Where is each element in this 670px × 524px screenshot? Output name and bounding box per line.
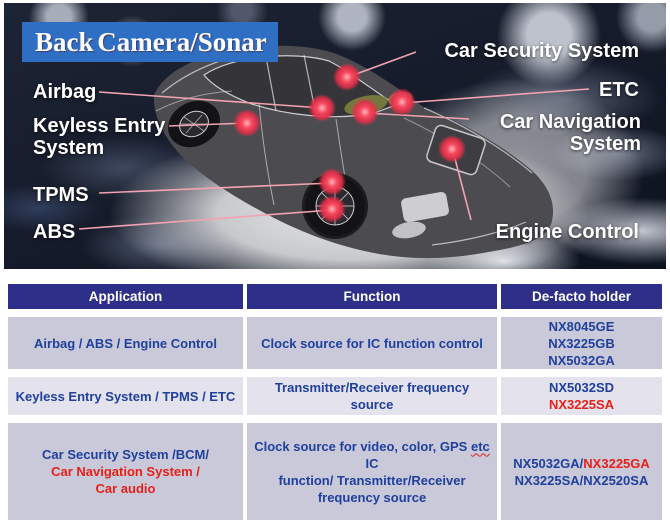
sensor-dot-airbag	[308, 94, 336, 122]
header-function: Function	[247, 284, 497, 309]
part-number: NX5032SD	[548, 380, 615, 395]
part-number-line2: NX3225SA/NX2520SA	[514, 472, 649, 488]
function-text: Transmitter/Receiver frequency source	[274, 380, 470, 412]
table-header-row	[8, 284, 662, 309]
application-cell	[8, 317, 243, 369]
function-text: IC	[365, 455, 379, 471]
label-airbag: Airbag	[33, 81, 97, 103]
part-number: NX3225GA	[583, 455, 650, 471]
function-cell	[247, 377, 497, 415]
holder-cell	[501, 423, 662, 520]
application-cell	[8, 423, 243, 520]
part-number: NX3225GB	[548, 335, 615, 351]
table-row-security-nav-audio	[8, 423, 662, 520]
sensor-dot-engine-control	[438, 135, 466, 163]
label-tpms: TPMS	[33, 184, 89, 206]
function-text-etc: etc	[470, 438, 490, 454]
label-etc: ETC	[599, 79, 639, 101]
car-photo-panel	[4, 3, 666, 269]
function-text-line2: function/ Transmitter/Receiver	[278, 472, 466, 488]
label-keyless-line1: Keyless Entry	[33, 115, 166, 137]
function-text-line1	[253, 438, 491, 472]
header-application: Application	[8, 284, 243, 309]
part-number: NX8045GE	[548, 318, 615, 334]
label-car-nav-line2: System	[569, 133, 641, 155]
label-keyless-entry-system	[33, 115, 165, 159]
function-text-line3: frequency source	[317, 489, 427, 505]
label-keyless-line2: System	[33, 137, 105, 159]
application-cell	[8, 377, 243, 415]
label-abs: ABS	[33, 221, 76, 243]
sensor-dot-etc	[388, 88, 416, 116]
table-row-airbag-abs-engine	[8, 317, 662, 369]
part-number: NX5032GA	[548, 352, 615, 368]
application-table	[8, 284, 662, 524]
application-text: Car Navigation System /	[51, 464, 200, 479]
back-camera-sonar-banner	[22, 22, 278, 62]
application-text: Keyless Entry System / TPMS / ETC	[15, 388, 236, 404]
holder-cell	[501, 317, 662, 369]
part-number: NX5032GA/	[513, 455, 584, 471]
label-car-navigation-system	[500, 111, 641, 155]
function-cell	[247, 317, 497, 369]
function-text: Clock source for video, color, GPS	[254, 438, 471, 454]
header-de-facto-holder: De-facto holder	[501, 284, 662, 309]
holder-cell	[501, 377, 662, 415]
application-text: Car Security System /BCM/	[42, 447, 209, 462]
function-text: Clock source for IC function control	[261, 335, 483, 351]
sensor-dot-back-camera	[333, 63, 361, 91]
label-car-nav-line1: Car Navigation	[499, 111, 641, 133]
label-engine-control: Engine Control	[495, 221, 639, 243]
sensor-dot-abs	[318, 195, 346, 223]
part-number: NX3225SA	[548, 397, 615, 412]
sensor-dot-keyless	[233, 109, 261, 137]
table-row-keyless-tpms-etc	[8, 377, 662, 415]
banner-text: Back Camera/Sonar	[35, 27, 267, 57]
application-text: Car audio	[95, 481, 156, 496]
application-text: Airbag / ABS / Engine Control	[34, 335, 217, 351]
label-car-security-system: Car Security System	[444, 40, 639, 62]
part-number-line1	[513, 455, 650, 472]
sensor-dot-car-navigation	[351, 98, 379, 126]
function-cell	[247, 423, 497, 520]
sensor-dot-tpms	[318, 168, 346, 196]
